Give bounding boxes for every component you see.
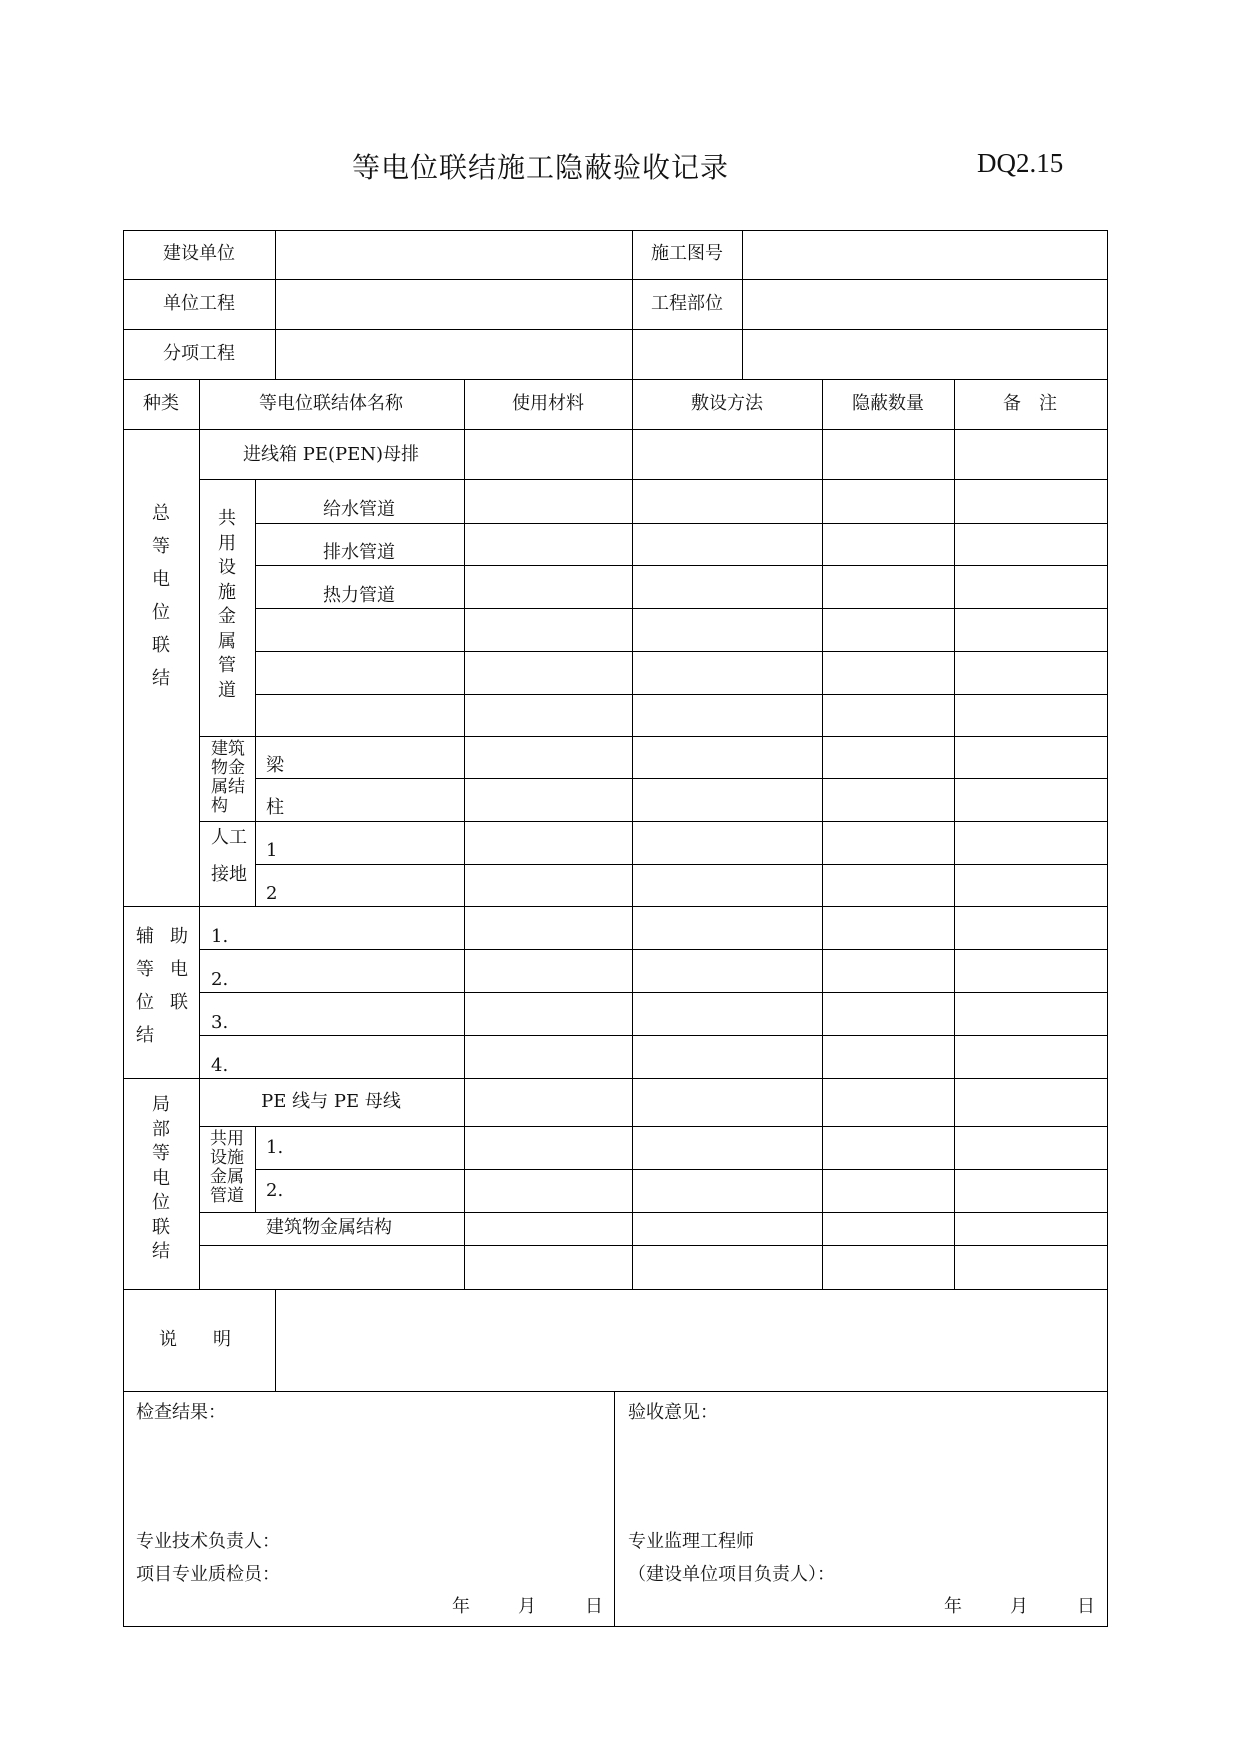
local-pipes-label: 共用设施金属管道 [210,1129,244,1206]
column-label: 柱 [266,797,284,818]
owner-leader-label: （建设单位项目负责人）： [628,1564,835,1585]
aux-char: 等 [136,959,154,980]
pipe-drainage: 排水管道 [323,542,395,563]
form-code: DQ2.15 [977,148,1064,178]
date-year: 年 [944,1596,962,1617]
local-building-structure: 建筑物金属结构 [266,1217,392,1238]
aux-item: 3. [211,1012,229,1033]
quality-inspector-label: 项目专业质检员： [136,1564,280,1585]
date-day: 日 [1077,1596,1095,1617]
drawing-no-label: 施工图号 [651,243,723,264]
grounding-label-2: 接地 [211,864,247,885]
beam-label: 梁 [266,755,284,776]
col-quantity: 隐蔽数量 [852,393,924,414]
acceptance-opinion-label: 验收意见： [628,1402,718,1423]
tech-leader-label: 专业技术负责人： [136,1531,280,1552]
build-unit-label: 建设单位 [163,243,235,264]
sub-project-label: 分项工程 [163,343,235,364]
acceptance-form [123,230,1108,1627]
aux-item: 4. [211,1055,229,1076]
pipe-water-supply: 给水管道 [323,499,395,520]
aux-char: 电 [170,959,188,980]
project-part-label: 工程部位 [651,293,723,314]
category-local: 局部等电位联结 [152,1094,170,1262]
pipe-heating: 热力管道 [323,585,395,606]
inlet-busbar: 进线箱 PE(PEN)母排 [242,444,420,465]
aux-item: 1. [211,926,229,947]
col-kind: 种类 [143,393,179,414]
supervisor-label: 专业监理工程师 [628,1531,754,1552]
aux-char: 联 [170,992,188,1013]
col-method: 敷设方法 [691,393,763,414]
pe-line-label: PE 线与 PE 母线 [261,1091,401,1112]
local-pipe-item: 1. [266,1137,284,1158]
date-year: 年 [452,1596,470,1617]
date-month: 月 [518,1596,536,1617]
col-name: 等电位联结体名称 [259,393,403,414]
category-total: 总等电位联结 [152,503,170,689]
building-structure-label: 建筑物金属结构 [211,739,245,816]
aux-item: 2. [211,969,229,990]
date-day: 日 [585,1596,603,1617]
notes-label: 说 明 [159,1329,231,1350]
col-material: 使用材料 [512,393,584,414]
aux-char: 辅 [136,926,154,947]
local-pipe-item: 2. [266,1180,284,1201]
unit-project-label: 单位工程 [163,293,235,314]
date-month: 月 [1010,1596,1028,1617]
page-title: 等电位联结施工隐蔽验收记录 [352,151,730,184]
grounding-item: 2 [266,883,278,904]
grounding-label-1: 人工 [211,827,247,848]
grounding-item: 1 [266,840,278,861]
col-remark: 备 注 [1003,393,1057,414]
pipes-group-label: 共用设施金属管道 [218,508,236,701]
check-result-label: 检查结果： [136,1402,226,1423]
aux-char: 结 [136,1025,154,1046]
aux-char: 助 [170,926,188,947]
aux-char: 位 [136,992,154,1013]
